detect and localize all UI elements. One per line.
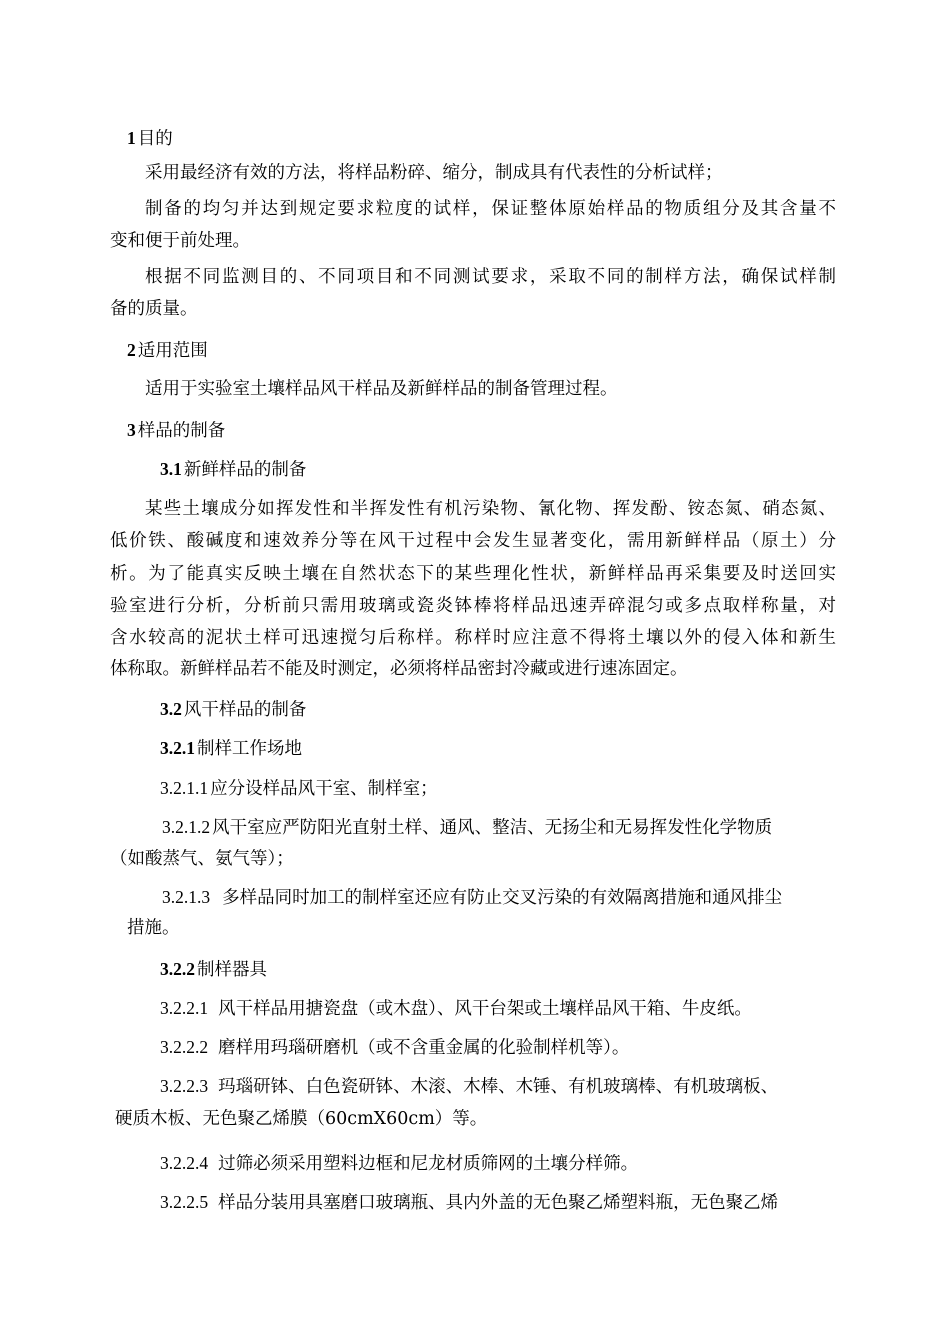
item-3-2-1-1: 3.2.1.1 应分设样品风干室、制样室；: [160, 778, 438, 799]
section-3-heading: 3 样品的制备: [127, 420, 226, 441]
item-3-2-2-4: 3.2.2.4 过筛必须采用塑料边框和尼龙材质筛网的土壤分样筛。: [160, 1153, 639, 1174]
section-1-heading: 1 目的: [127, 128, 173, 149]
fresh-sample-line-3: 析。为了能真实反映土壤在自然状态下的某些理化性状，新鲜样品再采集要及时送回实: [110, 564, 836, 584]
item-3-2-2-3-line-1: 3.2.2.3 玛瑙研钵、白色瓷研钵、木滚、木棒、木锤、有机玻璃棒、有机玻璃板、: [160, 1076, 779, 1097]
section-3-2-1-heading: 3.2.1 制样工作场地: [160, 738, 302, 759]
scope-paragraph: 适用于实验室土壤样品风干样品及新鲜样品的制备管理过程。: [145, 379, 618, 399]
section-3-2-heading: 3.2 风干样品的制备: [160, 699, 307, 720]
purpose-paragraph-3-line-1: 根据不同监测目的、不同项目和不同测试要求，采取不同的制样方法，确保试样制: [145, 267, 836, 287]
item-3-2-2-3-line-2: 硬质木板、无色聚乙烯膜（60cmX60cm）等。: [115, 1109, 488, 1129]
section-3-2-2-heading: 3.2.2 制样器具: [160, 959, 267, 980]
fresh-sample-line-4: 验室进行分析，分析前只需用玻璃或瓷炎钵棒将样品迅速弄碎混匀或多点取样称量，对: [110, 596, 836, 616]
item-3-2-1-2-line-2: （如酸蒸气、氨气等）；: [110, 849, 294, 869]
item-3-2-1-3-line-1: 3.2.1.3 多样品同时加工的制样室还应有防止交叉污染的有效隔离措施和通风排尘: [162, 887, 783, 908]
fresh-sample-line-1: 某些土壤成分如挥发性和半挥发性有机污染物、氰化物、挥发酚、铵态氮、硝态氮、: [145, 499, 836, 519]
section-2-heading: 2 适用范围: [127, 340, 208, 361]
item-3-2-2-1: 3.2.2.1 风干样品用搪瓷盘（或木盘）、风干台架或土壤样品风干箱、牛皮纸。: [160, 998, 752, 1019]
purpose-paragraph-2-line-2: 变和便于前处理。: [110, 231, 250, 251]
purpose-paragraph-3-line-2: 备的质量。: [110, 299, 198, 319]
fresh-sample-line-2: 低价铁、酸碱度和速效养分等在风干过程中会发生显著变化，需用新鲜样品（原土）分: [110, 531, 836, 551]
item-3-2-2-5: 3.2.2.5 样品分装用具塞磨口玻璃瓶、具内外盖的无色聚乙烯塑料瓶，无色聚乙烯: [160, 1192, 779, 1213]
fresh-sample-line-6: 体称取。新鲜样品若不能及时测定，必须将样品密封冷藏或进行速冻固定。: [110, 659, 688, 679]
purpose-paragraph-2-line-1: 制备的均匀并达到规定要求粒度的试样，保证整体原始样品的物质组分及其含量不: [145, 199, 836, 219]
section-3-1-heading: 3.1 新鲜样品的制备: [160, 459, 307, 480]
fresh-sample-line-5: 含水较高的泥状土样可迅速搅匀后称样。称样时应注意不得将土壤以外的侵入体和新生: [110, 628, 836, 648]
item-3-2-2-2: 3.2.2.2 磨样用玛瑙研磨机（或不含重金属的化验制样机等）。: [160, 1037, 630, 1058]
item-3-2-1-2-line-1: 3.2.1.2 风干室应严防阳光直射土样、通风、整洁、无扬尘和无易挥发性化学物质: [162, 817, 773, 838]
purpose-paragraph-1: 采用最经济有效的方法，将样品粉碎、缩分，制成具有代表性的分析试样；: [145, 163, 723, 183]
item-3-2-1-3-line-2: 措施。: [127, 918, 180, 938]
